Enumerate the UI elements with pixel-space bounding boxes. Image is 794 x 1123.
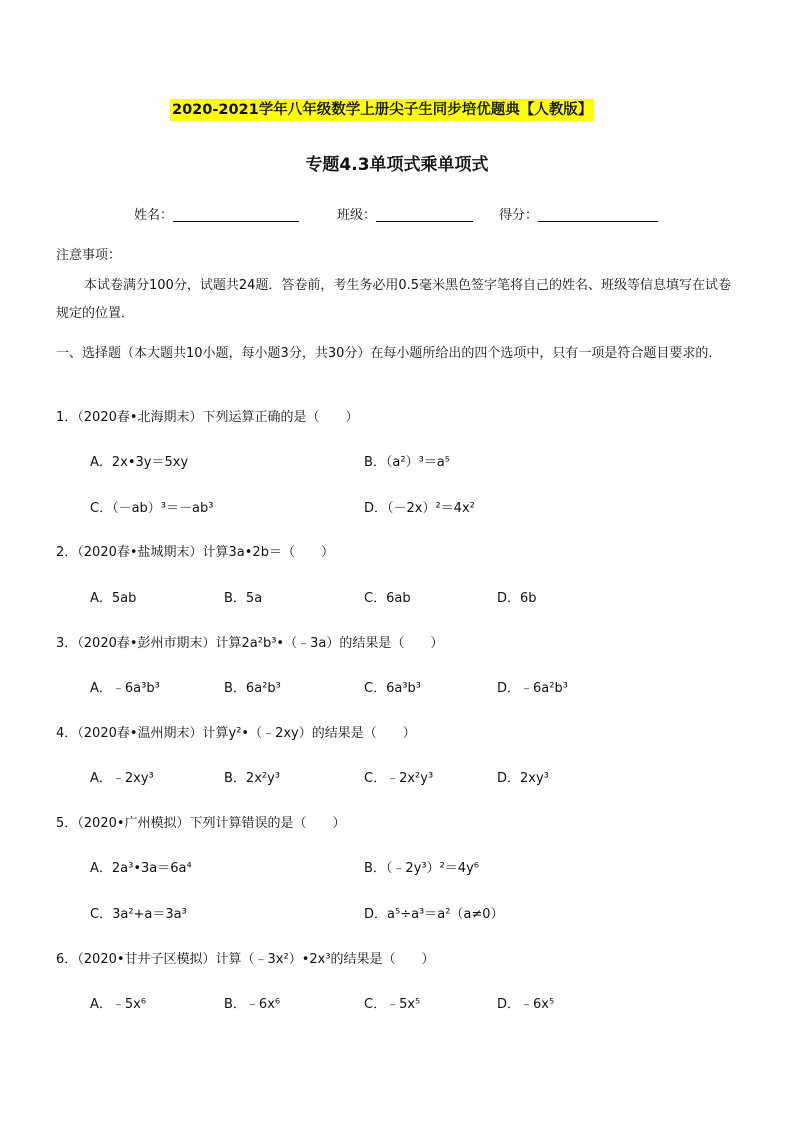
score-field [499,204,658,223]
class-label: 班级： [337,208,377,223]
option-d[interactable]: D．﹣6x⁵ [497,997,555,1012]
question-stem: 1．（2020春•北海期末）下列运算正确的是（ ） [56,410,359,425]
option-a[interactable]: A．5ab [90,591,137,606]
name-blank[interactable] [173,207,299,222]
option-d[interactable]: D．2xy³ [497,771,549,786]
question-stem: 6．（2020•甘井子区模拟）计算（﹣3x²）•2x³的结果是（ ） [56,952,435,967]
question-stem: 5．（2020•广州模拟）下列计算错误的是（ ） [56,816,346,831]
score-label: 得分： [499,208,539,223]
notes-heading: 注意事项： [56,248,122,263]
option-b[interactable]: B．（a²）³＝a⁵ [364,455,450,470]
option-b[interactable]: B．﹣6x⁶ [224,997,281,1012]
option-b[interactable]: B．6a²b³ [224,681,281,696]
name-field [134,204,299,223]
option-d[interactable]: D．a⁵÷a³＝a²（a≠0） [364,907,504,922]
option-a[interactable]: A．2a³•3a＝6a⁴ [90,861,192,876]
option-d[interactable]: D．6b [497,591,537,606]
question-stem: 4．（2020春•温州期末）计算y²•（﹣2xy）的结果是（ ） [56,726,416,741]
option-b[interactable]: B．2x²y³ [224,771,280,786]
option-a[interactable]: A．﹣5x⁶ [90,997,147,1012]
option-b[interactable]: B．（﹣2y³）²＝4y⁶ [364,861,479,876]
option-c[interactable]: C．﹣2x²y³ [364,771,434,786]
option-c[interactable]: C．﹣5x⁵ [364,997,421,1012]
question-stem: 2．（2020春•盐城期末）计算3a•2b＝（ ） [56,545,334,560]
option-a[interactable]: A．2x•3y＝5xy [90,455,189,470]
series-banner: 2020-2021学年八年级数学上册尖子生同步培优题典【人教版】 [170,99,594,121]
section-heading: 一、选择题（本大题共10小题，每小题3分，共30分）在每小题所给出的四个选项中，只有一项是符合题目要求的． [56,346,722,361]
class-field [337,204,473,223]
option-c[interactable]: C．6a³b³ [364,681,421,696]
option-d[interactable]: D．﹣6a²b³ [497,681,568,696]
notes-body: 本试卷满分100分，试题共24题．答卷前，考生务必用0.5毫米黑色签字笔将自己的姓名、班级等信息填写在试卷规定的位置． [56,278,732,321]
page-title: 专题4.3单项式乘单项式 [305,155,489,175]
option-a[interactable]: A．﹣6a³b³ [90,681,160,696]
class-blank[interactable] [376,207,473,222]
score-blank[interactable] [538,207,658,222]
option-d[interactable]: D．（－2x）²＝4x² [364,501,475,516]
option-c[interactable]: C．3a²+a＝3a³ [90,907,187,922]
question-stem: 3．（2020春•彭州市期末）计算2a²b³•（﹣3a）的结果是（ ） [56,636,444,651]
option-a[interactable]: A．﹣2xy³ [90,771,154,786]
option-b[interactable]: B．5a [224,591,263,606]
option-c[interactable]: C．6ab [364,591,411,606]
option-c[interactable]: C．（－ab）³＝－ab³ [90,501,214,516]
name-label: 姓名： [134,208,174,223]
